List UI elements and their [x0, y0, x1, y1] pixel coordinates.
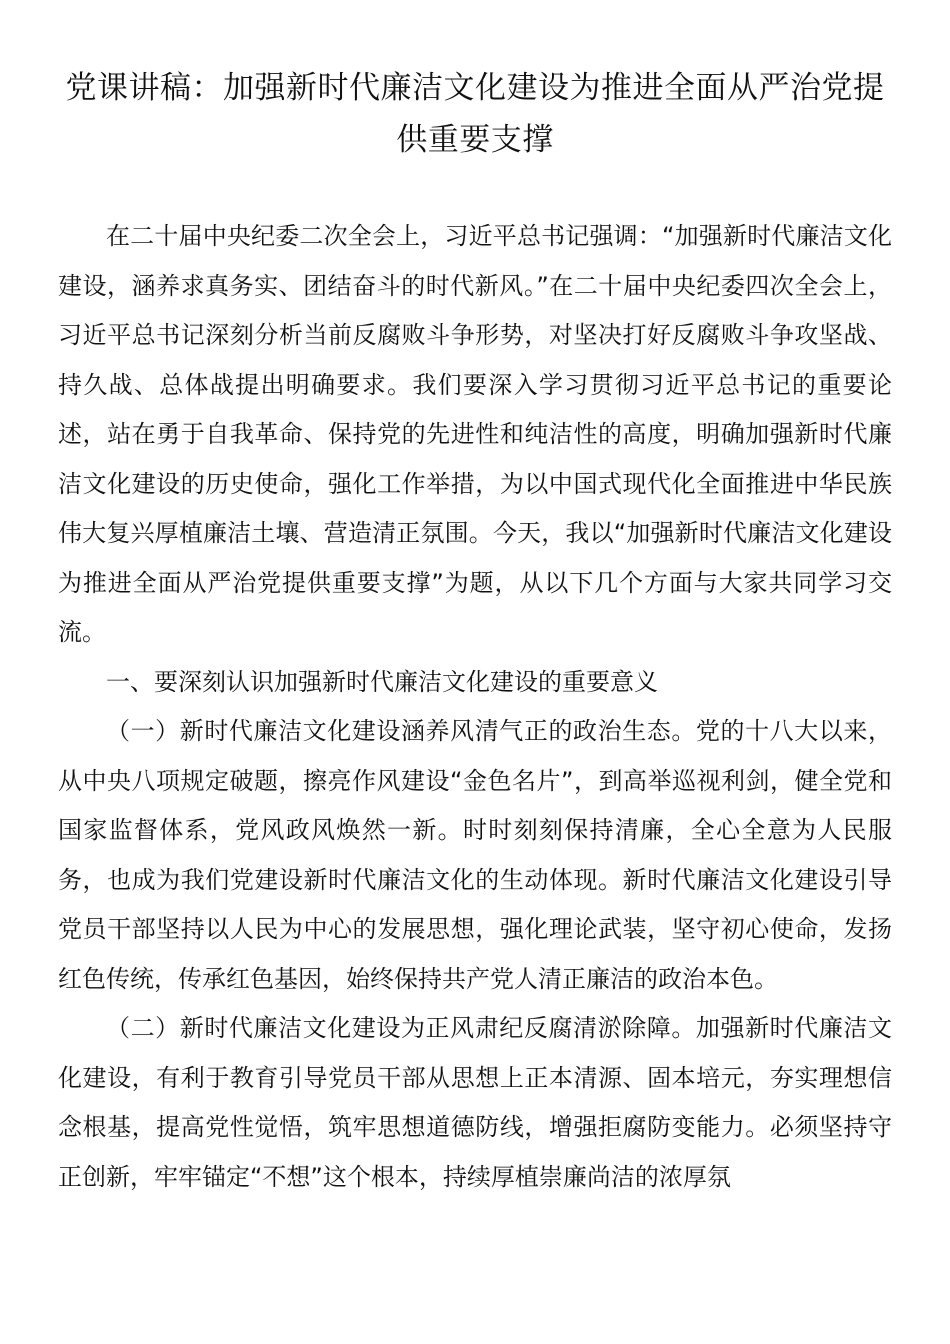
section-heading-1: 一、要深刻认识加强新时代廉洁文化建设的重要意义: [106, 667, 658, 696]
document-body: [58, 212, 892, 1202]
paragraph-2: （二）新时代廉洁文化建设为正风肃纪反腐清淤除障。加强新时代廉洁文化建设，有利于教育引导党员干部从思想上正本清源、固本培元，夯实理想信念根基，提高党性觉悟，筑牢思想道德防线，增强拒腐防变能力。必须坚持守正创新，牢牢锚定“不想”这个根本，持续厚植崇廉尚洁的浓厚氛: [58, 1014, 892, 1191]
intro-paragraph: 在二十届中央纪委二次全会上，习近平总书记强调：“加强新时代廉洁文化建设，涵养求真务实、团结奋斗的时代新风。”在二十届中央纪委四次全会上，习近平总书记深刻分析当前反腐败斗争形势，对坚决打好反腐败斗争攻坚战、持久战、总体战提出明确要求。我们要深入学习贯彻习近平总书记的重要论述，站在勇于自我革命、保持党的先进性和纯洁性的高度，明确加强新时代廉洁文化建设的历史使命，强化工作举措，为以中国式现代化全面推进中华民族伟大复兴厚植廉洁土壤、营造清正氛围。今天，我以“加强新时代廉洁文化建设为推进全面从严治党提供重要支撑”为题，从以下几个方面与大家共同学习交流。: [58, 222, 892, 646]
document-title: 党课讲稿：加强新时代廉洁文化建设为推进全面从严治党提供重要支撑: [65, 70, 885, 158]
paragraph-1: （一）新时代廉洁文化建设涵养风清气正的政治生态。党的十八大以来，从中央八项规定破题，擦亮作风建设“金色名片”，到高举巡视利剑，健全党和国家监督体系，党风政风焕然一新。时时刻刻保持清廉，全心全意为人民服务，也成为我们党建设新时代廉洁文化的生动体现。新时代廉洁文化建设引导党员干部坚持以人民为中心的发展思想，强化理论武装，坚守初心使命，发扬红色传统，传承红色基因，始终保持共产党人清正廉洁的政治本色。: [58, 717, 892, 993]
